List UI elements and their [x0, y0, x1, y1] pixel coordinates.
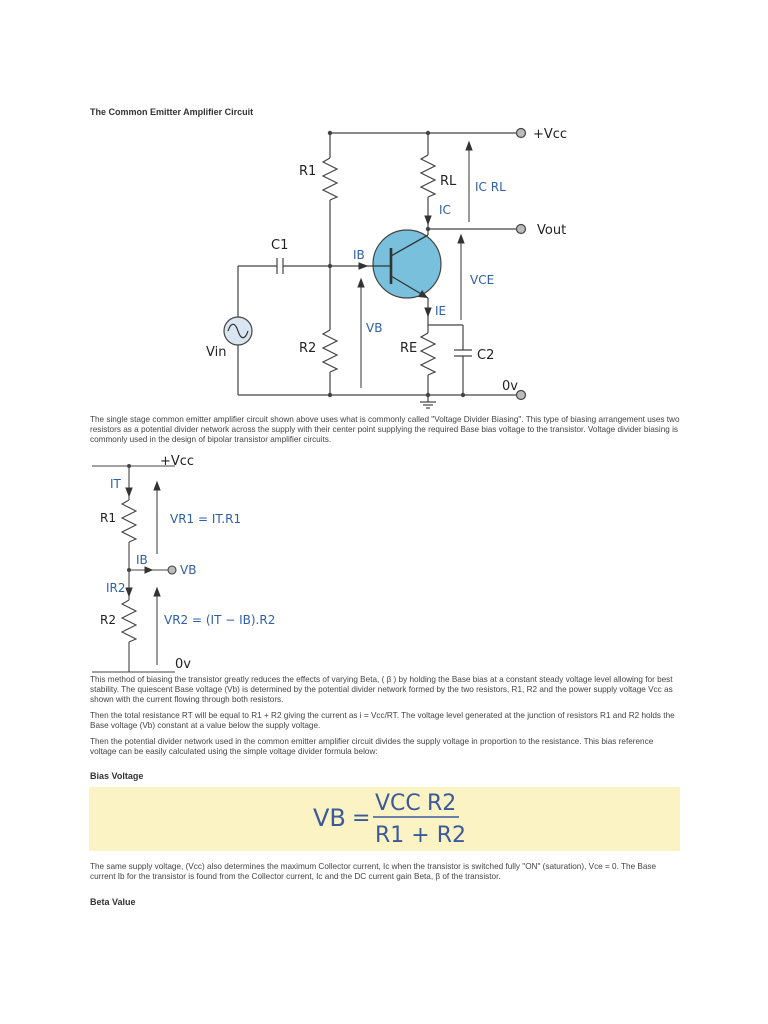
ib-label: IB	[353, 248, 365, 262]
formula-numerator-vcc: VCC	[375, 791, 421, 816]
vce-label: VCE	[470, 273, 495, 287]
vb2-label: VB	[180, 563, 197, 577]
paragraph-collector-current: The same supply voltage, (Vcc) also determines the maximum Collector current, Ic when the transistor is switched fully "ON" (saturation), Vce = 0. The Base current Ib for the transistor is found from the Collector current, Ic and the DC current gain Beta, β of the transistor.	[90, 862, 657, 882]
vout-terminal	[517, 225, 526, 234]
icrl-label: IC RL	[475, 180, 506, 194]
r2b-label: R2	[100, 613, 116, 627]
vcc2-label: +Vcc	[160, 454, 195, 469]
r1-label: R1	[299, 164, 317, 179]
ib2-label: IB	[136, 553, 148, 567]
c1-label: C1	[271, 238, 289, 253]
ov-label: 0v	[502, 379, 518, 394]
vb-terminal	[168, 566, 176, 574]
c2-label: C2	[477, 348, 495, 363]
vcc-label: +Vcc	[533, 127, 568, 142]
formula-lhs: VB	[313, 804, 346, 832]
formula-numerator-r2: R2	[427, 791, 457, 816]
common-emitter-circuit-diagram	[0, 0, 768, 420]
vin-label: Vin	[206, 345, 227, 360]
transistor-icon	[372, 230, 441, 298]
paragraph-total-resistance: Then the total resistance RT will be equal to R1 + R2 giving the current as i = Vcc/RT. The voltage level generated at the junction of resistors R1 and R2 holds the Base voltage (Vb) constant at a value below the supply voltage.	[90, 711, 675, 731]
re-label: RE	[400, 341, 418, 356]
ov2-label: 0v	[175, 657, 191, 672]
ac-source-icon	[224, 317, 252, 345]
vcc-terminal	[517, 129, 526, 138]
paragraph-beta-stability: This method of biasing the transistor greatly reduces the effects of varying Beta, ( β ) by holding the Base bias at a constant steady voltage level allowing for best stability. The quiescent Base voltage (Vb) is determined by the potential divider network formed by the two resistors, R1, R2 and the power supply voltage Vcc as shown with the current flowing through both resistors.	[90, 675, 673, 705]
ir2-label: IR2	[106, 581, 126, 595]
voltage-divider-diagram	[0, 450, 768, 675]
r2-label: R2	[299, 341, 317, 356]
vb-label: VB	[366, 321, 383, 335]
beta-value-heading: Beta Value	[90, 897, 136, 907]
ic-label: IC	[439, 203, 451, 217]
vr1-equation: VR1 = IT.R1	[170, 512, 242, 526]
vout-label: Vout	[537, 223, 567, 238]
ie-label: IE	[435, 304, 447, 318]
rl-label: RL	[440, 174, 457, 189]
bias-voltage-formula	[89, 787, 680, 851]
bias-voltage-heading: Bias Voltage	[90, 771, 144, 781]
formula-denominator: R1 + R2	[375, 823, 466, 848]
bias-voltage-formula-box	[89, 787, 680, 851]
paragraph-divider-formula: Then the potential divider network used in the common emitter amplifier circuit divides the supply voltage in proportion to the resistance. This bias reference voltage can be easily calculated using the simple voltage divider formula below:	[90, 737, 654, 757]
paragraph-voltage-divider-biasing: The single stage common emitter amplifier circuit shown above uses what is commonly called "Voltage Divider Biasing". This type of biasing arrangement uses two resistors as a potential divider network across the supply with their center point supplying the required Base bias voltage to the transistor. Voltage divider biasing is commonly used in the design of bipolar transistor amplifier circuits.	[90, 415, 680, 445]
formula-equals: =	[352, 806, 371, 831]
vr2-equation: VR2 = (IT − IB).R2	[164, 613, 276, 627]
section-title: The Common Emitter Amplifier Circuit	[90, 107, 254, 117]
r1b-label: R1	[100, 511, 116, 525]
it-label: IT	[110, 477, 121, 491]
